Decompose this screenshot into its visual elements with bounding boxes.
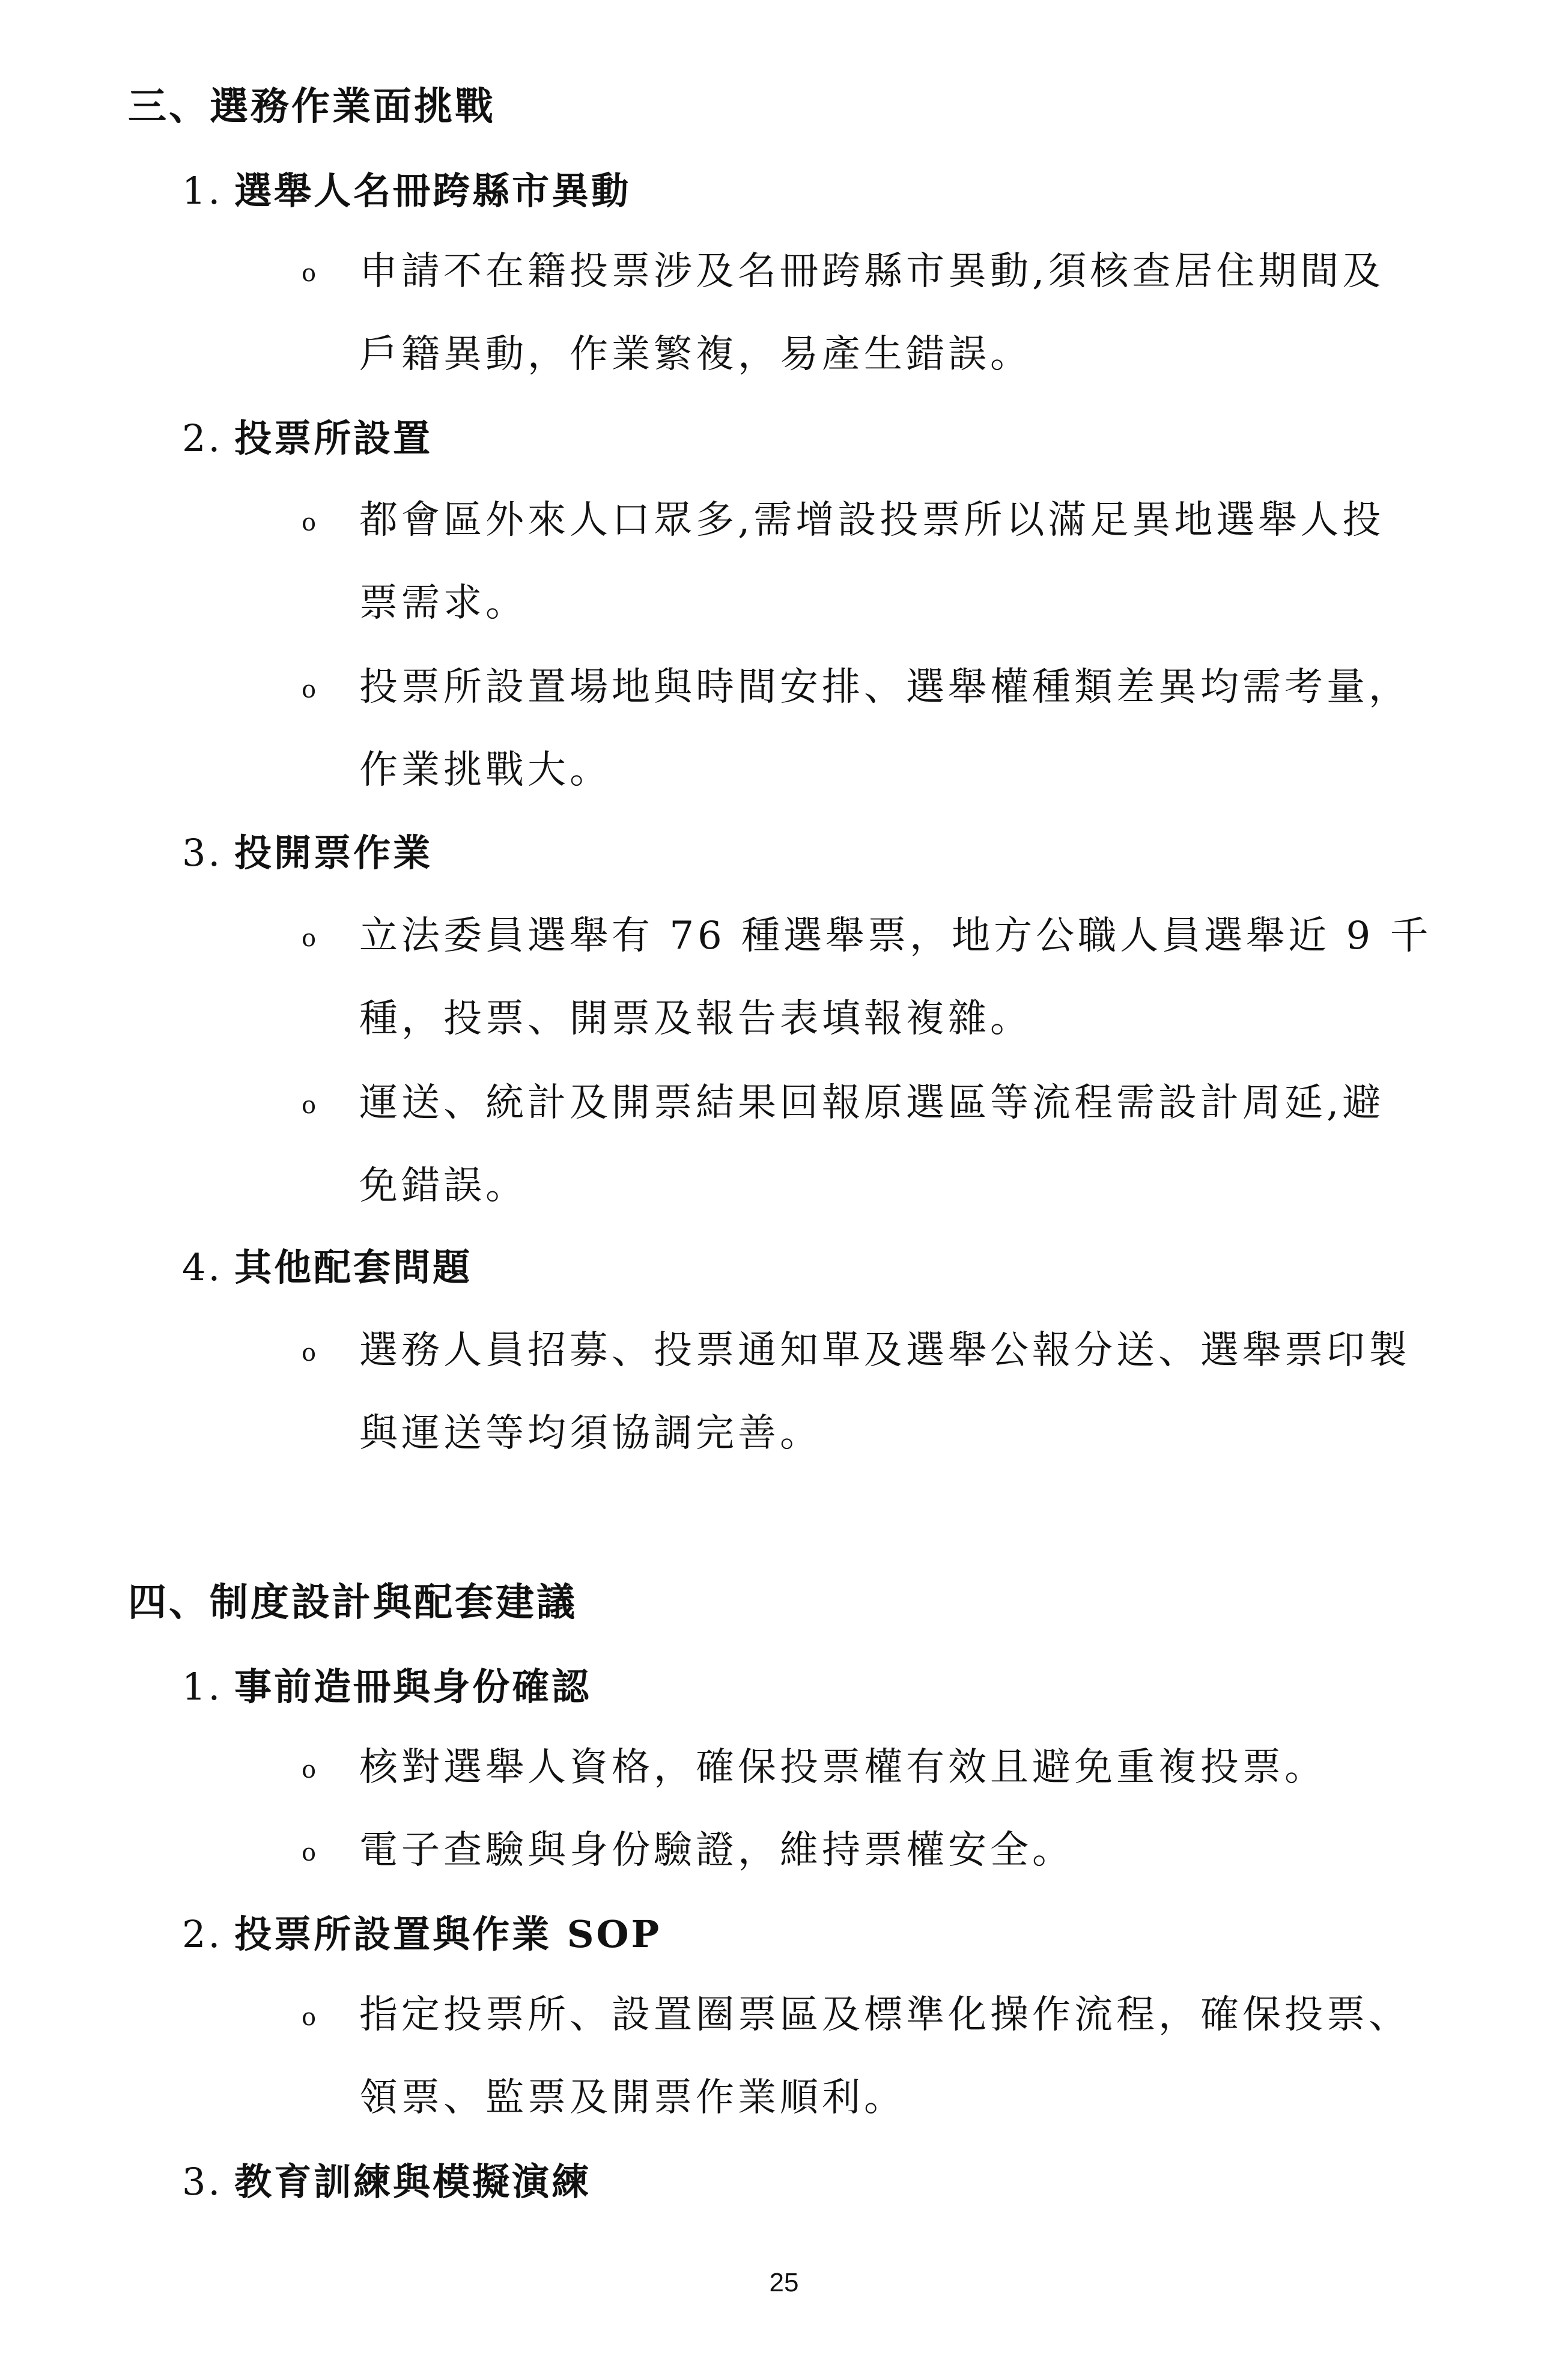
subsection-heading [182,1663,591,1711]
bullet-text-line: 作業挑戰大。 [359,748,612,792]
bullet-marker: o [302,1839,317,1867]
subsection-number: 2. [182,1912,223,1956]
bullet-text-line: 戶籍異動，作業繁複，易產生錯誤。 [359,332,1032,377]
section-heading: 四、制度設計與配套建議 [128,1580,577,1625]
bullet-text-line: 投票所設置場地與時間安排、選舉權種類差異均需考量， [359,665,1411,710]
subsection-heading [182,1910,661,1958]
bullet-text-line: 與運送等均須協調完善。 [359,1411,822,1456]
bullet-text-line: 都會區外來人口眾多,需增設投票所以滿足異地選舉人投 [359,498,1385,542]
bullet-text-line: 種，投票、開票及報告表填報複雜。 [359,997,1032,1041]
subsection-title: 教育訓練與模擬演練 [234,2160,592,2204]
subsection-number: 1. [182,1665,223,1709]
subsection-number: 2. [182,416,223,460]
bullet-text-line: 立法委員選舉有 76 種選舉票，地方公職人員選舉近 9 千 [359,914,1432,958]
subsection-number: 4. [182,1245,223,1289]
bullet-marker: o [302,676,317,703]
bullet-marker: o [302,1092,317,1119]
bullet-text-line: 核對選舉人資格，確保投票權有效且避免重複投票。 [359,1745,1326,1790]
bullet-text-line: 電子查驗與身份驗證，維持票權安全。 [359,1828,1074,1873]
bullet-marker: o [302,260,317,287]
subsection-title: 投票所設置與作業 SOP [234,1912,662,1956]
bullet-marker: o [302,509,317,536]
subsection-title: 投開票作業 [234,831,433,875]
subsection-heading [182,1244,472,1292]
subsection-title: 事前造冊與身份確認 [234,1665,592,1709]
bullet-text-line: 免錯誤。 [359,1164,527,1208]
section-heading: 三、選務作業面挑戰 [128,84,496,129]
subsection-title: 選舉人名冊跨縣市異動 [234,169,631,213]
subsection-title: 投票所設置 [234,416,433,460]
bullet-text-line: 指定投票所、設置圈票區及標準化操作流程，確保投票、 [359,1993,1411,2037]
bullet-marker: o [302,925,317,952]
subsection-heading [182,2158,591,2206]
bullet-text-line: 運送、統計及開票結果回報原選區等流程需設計周延,避 [359,1081,1385,1125]
bullet-text-line: 選務人員招募、投票通知單及選舉公報分送、選舉票印製 [359,1328,1411,1373]
page-number: 25 [769,2268,799,2297]
bullet-marker: o [302,1756,317,1784]
bullet-text-line: 領票、監票及開票作業順利。 [359,2076,906,2120]
subsection-heading [182,829,433,877]
subsection-number: 1. [182,169,223,213]
subsection-number: 3. [182,2160,223,2204]
bullet-text-line: 票需求。 [359,581,527,625]
bullet-text-line: 申請不在籍投票涉及名冊跨縣市異動,須核查居住期間及 [359,249,1385,294]
subsection-heading [182,167,631,215]
subsection-number: 3. [182,831,223,875]
bullet-marker: o [302,1339,317,1367]
bullet-marker: o [302,2004,317,2031]
subsection-title: 其他配套問題 [234,1245,473,1289]
subsection-heading [182,415,433,463]
